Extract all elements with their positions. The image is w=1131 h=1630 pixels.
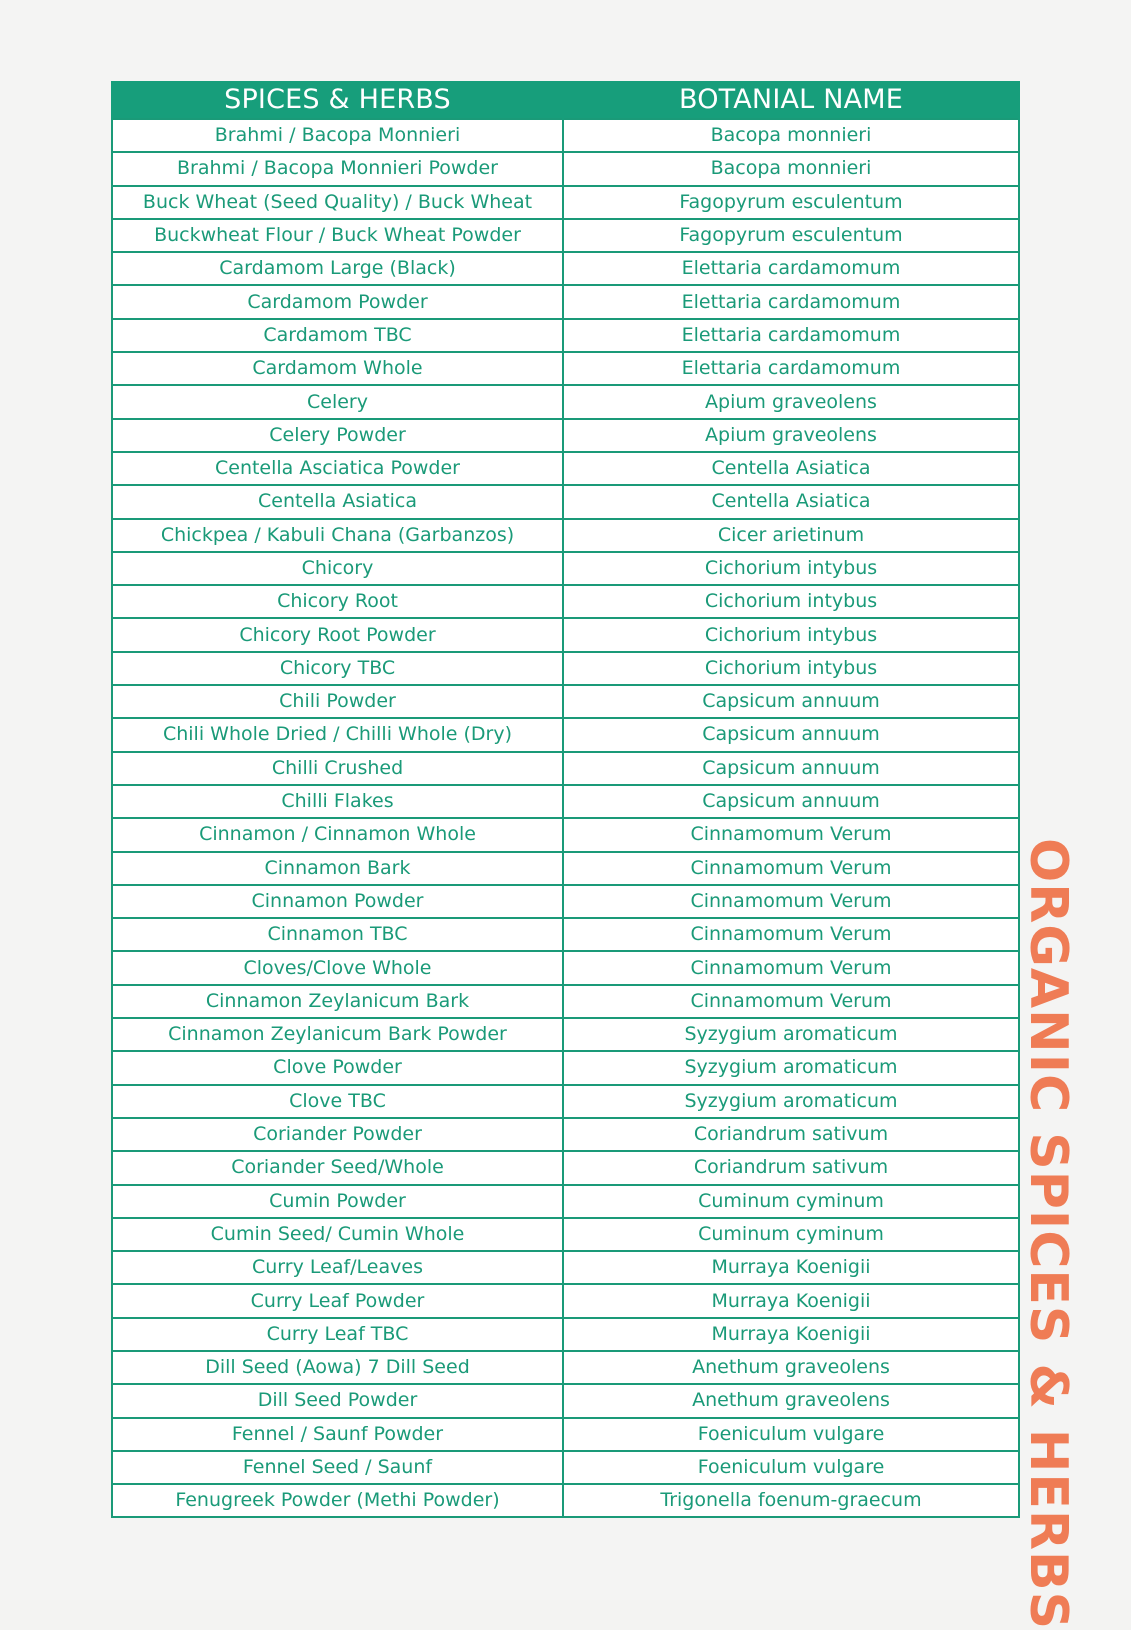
spice-name-cell: Celery xyxy=(112,385,563,418)
spice-name-cell: Chicory Root Powder xyxy=(112,618,563,651)
botanical-name-cell: Syzygium aromaticum xyxy=(563,1085,1019,1118)
spice-name-cell: Buckwheat Flour / Buck Wheat Powder xyxy=(112,219,563,252)
spice-name-cell: Celery Powder xyxy=(112,419,563,452)
spice-name-cell: Cinnamon Bark xyxy=(112,852,563,885)
table-row xyxy=(112,918,1019,951)
spice-name-cell: Fenugreek Powder (Methi Powder) xyxy=(112,1484,563,1517)
botanical-name-cell: Elettaria cardamomum xyxy=(563,352,1019,385)
table-row xyxy=(112,685,1019,718)
table-row xyxy=(112,1451,1019,1484)
spice-name-cell: Chickpea / Kabuli Chana (Garbanzos) xyxy=(112,519,563,552)
spice-name-cell: Cinnamon Zeylanicum Bark xyxy=(112,985,563,1018)
botanical-name-cell: Apium graveolens xyxy=(563,385,1019,418)
table-row xyxy=(112,319,1019,352)
botanical-name-cell: Coriandrum sativum xyxy=(563,1151,1019,1184)
botanical-name-cell: Cichorium intybus xyxy=(563,585,1019,618)
spice-name-cell: Cinnamon Powder xyxy=(112,885,563,918)
botanical-name-cell: Cichorium intybus xyxy=(563,652,1019,685)
header-spices-herbs: SPICES & HERBS xyxy=(112,81,563,119)
table-row xyxy=(112,1051,1019,1084)
spice-name-cell: Chicory xyxy=(112,552,563,585)
table-row xyxy=(112,1085,1019,1118)
botanical-name-cell: Cinnamomum Verum xyxy=(563,918,1019,951)
table-row xyxy=(112,186,1019,219)
spice-name-cell: Cinnamon / Cinnamon Whole xyxy=(112,818,563,851)
spice-name-cell: Fennel Seed / Saunf xyxy=(112,1451,563,1484)
spice-name-cell: Cardamom Large (Black) xyxy=(112,252,563,285)
table-row xyxy=(112,752,1019,785)
table-row xyxy=(112,1351,1019,1384)
table-row xyxy=(112,352,1019,385)
botanical-name-cell: Elettaria cardamomum xyxy=(563,319,1019,352)
spice-name-cell: Chilli Crushed xyxy=(112,752,563,785)
table-row xyxy=(112,1151,1019,1184)
spice-name-cell: Chicory Root xyxy=(112,585,563,618)
spice-name-cell: Curry Leaf TBC xyxy=(112,1318,563,1351)
botanical-name-cell: Centella Asiatica xyxy=(563,452,1019,485)
table-row xyxy=(112,385,1019,418)
spice-name-cell: Curry Leaf/Leaves xyxy=(112,1251,563,1284)
table-row xyxy=(112,785,1019,818)
header-row xyxy=(112,81,1019,119)
spice-name-cell: Chicory TBC xyxy=(112,652,563,685)
spice-name-cell: Cinnamon Zeylanicum Bark Powder xyxy=(112,1018,563,1051)
table-row xyxy=(112,818,1019,851)
botanical-name-cell: Cinnamomum Verum xyxy=(563,951,1019,984)
botanical-name-cell: Fagopyrum esculentum xyxy=(563,186,1019,219)
botanical-name-cell: Cinnamomum Verum xyxy=(563,985,1019,1018)
botanical-name-cell: Capsicum annuum xyxy=(563,718,1019,751)
botanical-name-cell: Cichorium intybus xyxy=(563,618,1019,651)
table-row xyxy=(112,452,1019,485)
table-row xyxy=(112,1018,1019,1051)
table-row xyxy=(112,718,1019,751)
botanical-name-cell: Murraya Koenigii xyxy=(563,1251,1019,1284)
botanical-name-cell: Cinnamomum Verum xyxy=(563,852,1019,885)
spice-name-cell: Dill Seed (Aowa) 7 Dill Seed xyxy=(112,1351,563,1384)
table-row xyxy=(112,252,1019,285)
table-row xyxy=(112,552,1019,585)
table-row xyxy=(112,1384,1019,1417)
spice-name-cell: Curry Leaf Powder xyxy=(112,1284,563,1317)
botanical-name-cell: Cichorium intybus xyxy=(563,552,1019,585)
botanical-name-cell: Foeniculum vulgare xyxy=(563,1418,1019,1451)
botanical-name-cell: Capsicum annuum xyxy=(563,752,1019,785)
table-row xyxy=(112,1418,1019,1451)
spice-name-cell: Cumin Powder xyxy=(112,1185,563,1218)
botanical-name-cell: Capsicum annuum xyxy=(563,685,1019,718)
botanical-name-cell: Apium graveolens xyxy=(563,419,1019,452)
spice-name-cell: Cardamom Whole xyxy=(112,352,563,385)
botanical-name-cell: Centella Asiatica xyxy=(563,485,1019,518)
spice-name-cell: Dill Seed Powder xyxy=(112,1384,563,1417)
table-row xyxy=(112,1284,1019,1317)
botanical-name-cell: Anethum graveolens xyxy=(563,1384,1019,1417)
spice-name-cell: Cardamom TBC xyxy=(112,319,563,352)
botanical-name-cell: Cinnamomum Verum xyxy=(563,818,1019,851)
table-row xyxy=(112,852,1019,885)
botanical-name-cell: Capsicum annuum xyxy=(563,785,1019,818)
spice-name-cell: Fennel / Saunf Powder xyxy=(112,1418,563,1451)
spice-name-cell: Cardamom Powder xyxy=(112,285,563,318)
spices-table xyxy=(111,81,1020,1518)
spice-name-cell: Clove Powder xyxy=(112,1051,563,1084)
spice-name-cell: Clove TBC xyxy=(112,1085,563,1118)
table-row xyxy=(112,1118,1019,1151)
spice-name-cell: Buck Wheat (Seed Quality) / Buck Wheat xyxy=(112,186,563,219)
botanical-name-cell: Coriandrum sativum xyxy=(563,1118,1019,1151)
botanical-name-cell: Cuminum cyminum xyxy=(563,1218,1019,1251)
table-row xyxy=(112,985,1019,1018)
spice-name-cell: Centella Asiatica xyxy=(112,485,563,518)
spice-name-cell: Cloves/Clove Whole xyxy=(112,951,563,984)
spice-name-cell: Chili Whole Dried / Chilli Whole (Dry) xyxy=(112,718,563,751)
table-row xyxy=(112,285,1019,318)
table-header xyxy=(112,81,1019,119)
table-row xyxy=(112,119,1019,152)
table-row xyxy=(112,652,1019,685)
table-row xyxy=(112,152,1019,185)
botanical-name-cell: Fagopyrum esculentum xyxy=(563,219,1019,252)
botanical-name-cell: Cuminum cyminum xyxy=(563,1185,1019,1218)
botanical-name-cell: Murraya Koenigii xyxy=(563,1318,1019,1351)
botanical-name-cell: Trigonella foenum-graecum xyxy=(563,1484,1019,1517)
botanical-name-cell: Cinnamomum Verum xyxy=(563,885,1019,918)
botanical-name-cell: Foeniculum vulgare xyxy=(563,1451,1019,1484)
header-botanical-name: BOTANIAL NAME xyxy=(563,81,1019,119)
table-row xyxy=(112,618,1019,651)
botanical-name-cell: Elettaria cardamomum xyxy=(563,252,1019,285)
spice-name-cell: Centella Asciatica Powder xyxy=(112,452,563,485)
botanical-name-cell: Bacopa monnieri xyxy=(563,119,1019,152)
table-row xyxy=(112,1484,1019,1517)
table-row xyxy=(112,485,1019,518)
botanical-name-cell: Bacopa monnieri xyxy=(563,152,1019,185)
spice-name-cell: Chili Powder xyxy=(112,685,563,718)
table-row xyxy=(112,885,1019,918)
table-row xyxy=(112,1251,1019,1284)
table-body xyxy=(112,119,1019,1517)
botanical-name-cell: Syzygium aromaticum xyxy=(563,1018,1019,1051)
botanical-name-cell: Cicer arietinum xyxy=(563,519,1019,552)
table-row xyxy=(112,951,1019,984)
botanical-name-cell: Anethum graveolens xyxy=(563,1351,1019,1384)
table-row xyxy=(112,1185,1019,1218)
spice-name-cell: Chilli Flakes xyxy=(112,785,563,818)
table-row xyxy=(112,1318,1019,1351)
spice-name-cell: Coriander Powder xyxy=(112,1118,563,1151)
spice-name-cell: Brahmi / Bacopa Monnieri xyxy=(112,119,563,152)
table-row xyxy=(112,219,1019,252)
spice-name-cell: Coriander Seed/Whole xyxy=(112,1151,563,1184)
table-row xyxy=(112,585,1019,618)
table-row xyxy=(112,519,1019,552)
spice-name-cell: Cinnamon TBC xyxy=(112,918,563,951)
botanical-name-cell: Murraya Koenigii xyxy=(563,1284,1019,1317)
spice-name-cell: Brahmi / Bacopa Monnieri Powder xyxy=(112,152,563,185)
botanical-name-cell: Syzygium aromaticum xyxy=(563,1051,1019,1084)
spice-name-cell: Cumin Seed/ Cumin Whole xyxy=(112,1218,563,1251)
table-row xyxy=(112,419,1019,452)
side-title: ORGANIC SPICES & HERBS xyxy=(1018,838,1078,1630)
botanical-name-cell: Elettaria cardamomum xyxy=(563,285,1019,318)
table-row xyxy=(112,1218,1019,1251)
